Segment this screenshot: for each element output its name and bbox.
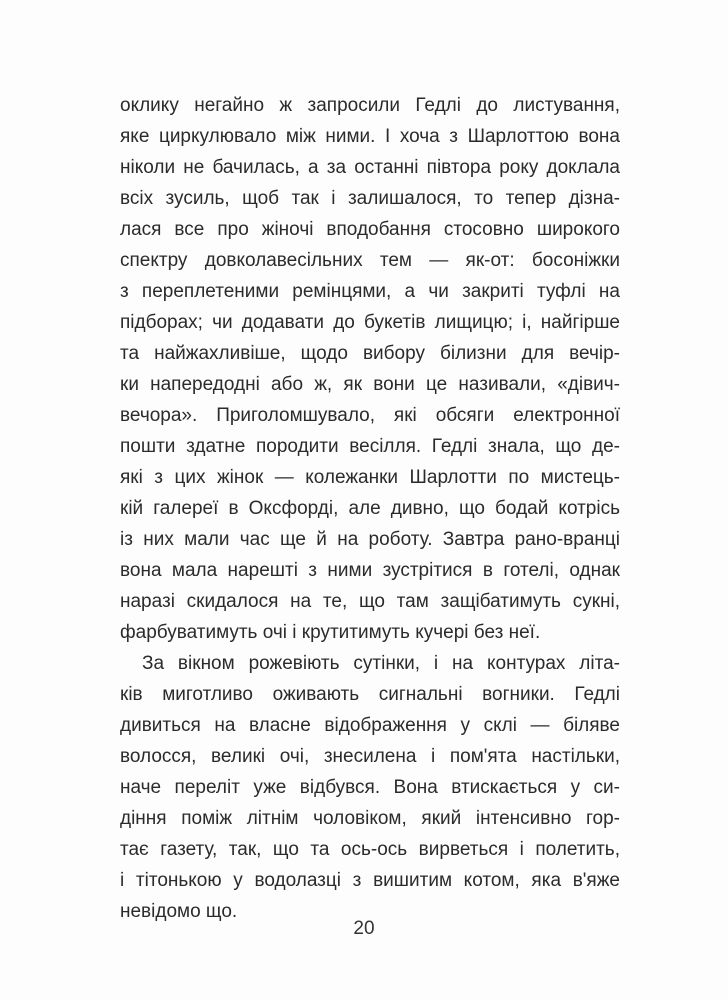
text-line: і тітонькою у водолазці з вишитим котом, яка в'яже <box>120 870 620 891</box>
text-line: ніколи не бачилась, а за останні півтора року доклала <box>120 157 620 178</box>
text-line: невідомо що. <box>120 901 238 922</box>
text-line: спектру довколавесільних тем — як-от: босоніжки <box>120 250 620 271</box>
text-line: підборах; чи додавати до букетів лищицю; і, найгірше <box>120 312 620 333</box>
text-line: тає газету, так, що та ось-ось вирветься і полетить, <box>120 839 620 860</box>
text-line: лася все про жіночі вподобання стосовно широкого <box>120 219 620 240</box>
text-line: з переплетеними ремінцями, а чи закриті туфлі на <box>120 281 620 302</box>
text-line: наче переліт уже відбувся. Вона втискається у си- <box>120 777 620 798</box>
page-number: 20 <box>353 918 375 939</box>
text-line: та найжахливіше, щодо вибору білизни для вечір- <box>120 343 620 364</box>
paragraph-1 <box>120 90 620 648</box>
text-line: наразі скидалося на те, що там защібатимуть сукні, <box>120 591 620 612</box>
text-line: всіх зусиль, щоб так і залишалося, то тепер дізна- <box>120 188 620 209</box>
text-line: ків миготливо оживають сигнальні вогники. Гедлі <box>120 684 620 705</box>
text-line: фарбуватимуть очі і крутитимуть кучері без неї. <box>120 622 541 643</box>
text-line: які з цих жінок — колежанки Шарлотти по мистець- <box>120 467 620 488</box>
text-line: ки напередодні або ж, як вони це називали, «дівич- <box>120 374 620 395</box>
text-line: вона мала нарешті з ними зустрітися в готелі, однак <box>120 560 620 581</box>
text-line: із них мали час ще й на роботу. Завтра рано-вранці <box>120 529 620 550</box>
body-text <box>120 90 620 927</box>
text-line: кій галереї в Оксфорді, але дивно, що бодай котрісь <box>120 498 620 519</box>
paragraph-2 <box>120 648 620 927</box>
text-line: оклику негайно ж запросили Гедлі до листування, <box>120 95 620 116</box>
text-line: пошти здатне породити весілля. Гедлі знала, що де- <box>120 436 620 457</box>
text-line: волосся, великі очі, знесилена і пом'ята настільки, <box>120 746 620 767</box>
text-line: дивиться на власне відображення у склі — біляве <box>120 715 620 736</box>
text-line: вечора». Приголомшувало, які обсяги електронної <box>120 405 620 426</box>
text-line: діння поміж літнім чоловіком, який інтенсивно гор- <box>120 808 620 829</box>
text-line: яке циркулювало між ними. І хоча з Шарлоттою вона <box>120 126 620 147</box>
text-line: За вікном рожевіють сутінки, і на контурах літа- <box>142 653 620 674</box>
